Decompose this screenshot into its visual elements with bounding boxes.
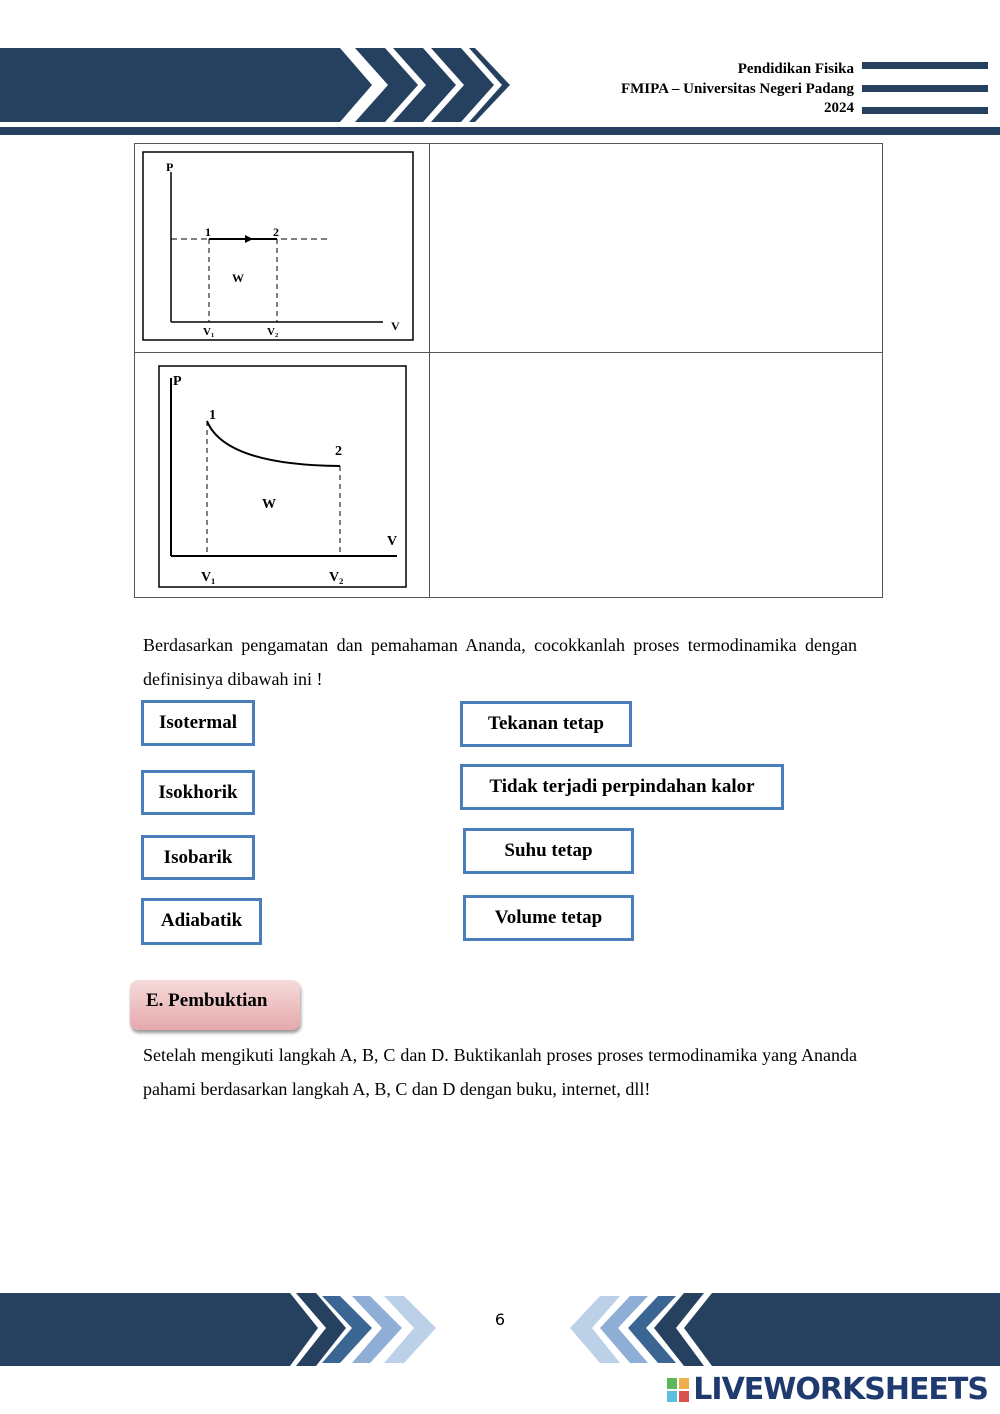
v1-label: V₁ xyxy=(203,326,215,338)
liveworksheets-brand: LIVEWORKSHEETS xyxy=(693,1372,988,1407)
definition-volume-tetap[interactable]: Volume tetap xyxy=(463,895,634,941)
point-2-label: 2 xyxy=(335,444,342,459)
answer-cell-1[interactable] xyxy=(430,144,883,353)
term-adiabatik[interactable]: Adiabatik xyxy=(141,898,262,945)
isothermal-graph xyxy=(135,353,429,597)
page-number: 6 xyxy=(494,1310,506,1329)
axis-p-label: P xyxy=(173,374,182,389)
term-isobarik[interactable]: Isobarik xyxy=(141,835,255,880)
answer-cell-2[interactable] xyxy=(430,353,883,598)
isobaric-graph-cell xyxy=(135,144,430,353)
footer-banner xyxy=(0,1290,1000,1370)
v2-label: V₂ xyxy=(329,570,344,585)
point-2-label: 2 xyxy=(273,225,279,239)
work-label: W xyxy=(232,271,244,285)
header-line-year: 2024 xyxy=(824,100,854,116)
definition-tidak-terjadi-perpindahan-kalor[interactable]: Tidak terjadi perpindahan kalor xyxy=(460,764,784,810)
section-text: Setelah mengikuti langkah A, B, C dan D. Buktikanlah proses proses termodinamika yang Ananda pahami berdasarkan langkah A, B, C dan D dengan buku, internet, dll! xyxy=(143,1045,857,1099)
section-heading-pembuktian: E. Pembuktian xyxy=(130,980,300,1030)
instruction-text: Berdasarkan pengamatan dan pemahaman Ananda, cocokkanlah proses termodinamika dengan definisinya dibawah ini ! xyxy=(143,635,857,689)
isothermal-graph-cell xyxy=(135,353,430,598)
definition-tekanan-tetap[interactable]: Tekanan tetap xyxy=(460,701,632,747)
point-1-label: 1 xyxy=(205,225,211,239)
point-1-label: 1 xyxy=(209,408,216,423)
header-line-university: FMIPA – Universitas Negeri Padang xyxy=(620,80,854,97)
axis-v-label: V xyxy=(387,534,398,549)
term-isokhorik[interactable]: Isokhorik xyxy=(141,770,255,815)
graph-table xyxy=(134,143,883,598)
definition-suhu-tetap[interactable]: Suhu tetap xyxy=(463,828,634,874)
liveworksheets-logo xyxy=(667,1372,988,1407)
term-isotermal[interactable]: Isotermal xyxy=(141,700,255,746)
axis-p-label: P xyxy=(166,160,174,174)
isobaric-graph xyxy=(135,144,429,352)
axis-v-label: V xyxy=(391,319,400,333)
header-institution xyxy=(621,60,854,119)
work-label: W xyxy=(262,497,276,512)
v2-label: V₂ xyxy=(267,326,279,338)
header-line-program: Pendidikan Fisika xyxy=(737,61,854,77)
liveworksheets-logo-icon xyxy=(667,1378,689,1402)
v1-label: V₁ xyxy=(201,570,216,585)
